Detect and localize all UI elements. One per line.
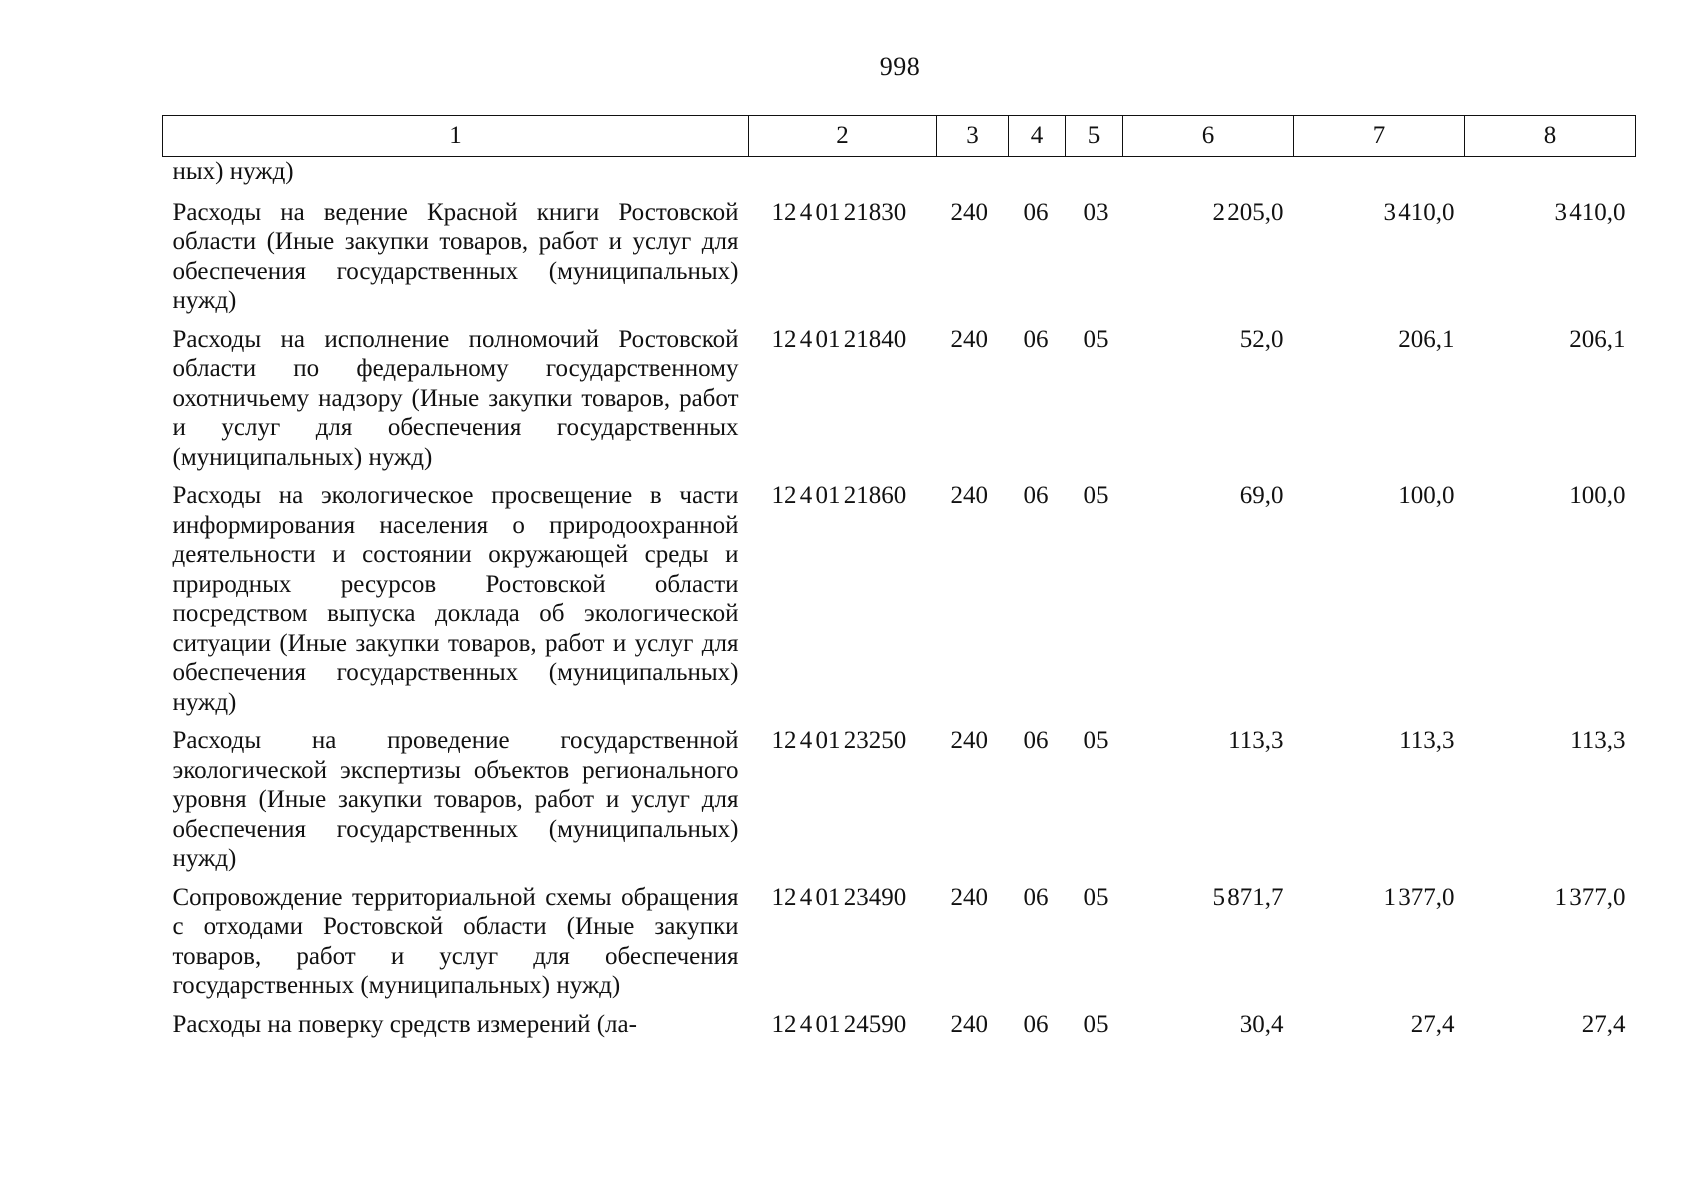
- table-row: [163, 883, 1636, 1010]
- budget-table-container: [162, 115, 1635, 1048]
- row-value-col7: 27,4: [1410, 1010, 1455, 1038]
- row-name: Сопровождение территориальной схемы обращения с отходами Ростовской области (Иные закупки товаров, работ и услуг для обеспечения государственных (муниципальных) нужд): [172, 883, 739, 999]
- row-rz: 06: [1023, 1010, 1049, 1038]
- row-value-col6: 52,0: [1239, 325, 1284, 353]
- row-value-col6: 2 205,0: [1212, 198, 1284, 226]
- row-rz: 06: [1023, 325, 1049, 353]
- row-rz: 06: [1023, 482, 1049, 509]
- header-row: [163, 116, 1636, 157]
- row-code: 12 4 01 23490: [771, 883, 907, 911]
- row-code: 12 4 01 21860: [771, 482, 907, 509]
- table-row: [163, 198, 1636, 325]
- header-col-8: 8: [1465, 116, 1636, 157]
- row-value-col7: 206,1: [1398, 325, 1455, 353]
- row-rz: 06: [1023, 883, 1049, 911]
- table-body: [163, 157, 1636, 1049]
- row-pr: 05: [1083, 325, 1109, 353]
- row-code: 12 4 01 24590: [771, 1010, 907, 1038]
- table-row: [163, 325, 1636, 482]
- table-row: [163, 726, 1636, 883]
- row-value-col6: 113,3: [1228, 727, 1284, 754]
- row-rz: 06: [1023, 727, 1049, 754]
- row-vr: 240: [950, 198, 988, 226]
- row-pr: 05: [1083, 1010, 1109, 1038]
- row-vr: 240: [950, 883, 988, 911]
- row-vr: 240: [950, 482, 988, 509]
- row-value-col8: 27,4: [1581, 1010, 1626, 1038]
- table-row: [163, 481, 1636, 726]
- continuation-row: [163, 157, 1636, 198]
- row-value-col7: 113,3: [1399, 727, 1455, 754]
- header-col-6: 6: [1123, 116, 1294, 157]
- header-col-2: 2: [749, 116, 937, 157]
- header-col-7: 7: [1294, 116, 1465, 157]
- row-pr: 05: [1083, 883, 1109, 911]
- row-code: 12 4 01 21830: [771, 198, 907, 226]
- row-value-col7: 1 377,0: [1383, 883, 1455, 911]
- row-name: Расходы на ведение Красной книги Ростовской области (Иные закупки товаров, работ и услуг для обеспечения государственных (муниципальных) нужд): [172, 198, 739, 314]
- row-value-col8: 206,1: [1569, 325, 1626, 353]
- row-value-col6: 69,0: [1239, 482, 1284, 509]
- table-header: [163, 116, 1636, 157]
- row-name: Расходы на исполнение полномочий Ростовской области по федеральному государственному охотничьему надзору (Иные закупки товаров, работ и услуг для обеспечения государственных (муниципальных) нужд): [172, 325, 739, 471]
- row-value-col8: 3 410,0: [1554, 198, 1626, 226]
- row-vr: 240: [950, 727, 988, 754]
- budget-table: [162, 115, 1636, 1048]
- row-value-col7: 100,0: [1398, 482, 1455, 509]
- row-name: Расходы на экологическое просвещение в части информирования населения о природоохранной деятельности и состоянии окружающей среды и природных ресурсов Ростовской области посредством выпуска доклада об экологической ситуации (Иные закупки товаров, работ и услуг для обеспечения государственных (муниципальных) нужд): [172, 482, 739, 716]
- row-code: 12 4 01 21840: [771, 325, 907, 353]
- table-row: [163, 1010, 1636, 1049]
- row-name: Расходы на поверку средств измерений (ла-: [172, 1010, 637, 1038]
- row-rz: 06: [1023, 198, 1049, 226]
- page-number: 998: [879, 52, 921, 81]
- header-col-3: 3: [937, 116, 1009, 157]
- row-code: 12 4 01 23250: [771, 727, 907, 754]
- row-value-col8: 113,3: [1570, 727, 1626, 754]
- header-col-4: 4: [1009, 116, 1066, 157]
- row-vr: 240: [950, 325, 988, 353]
- row-value-col6: 30,4: [1239, 1010, 1284, 1038]
- row-pr: 03: [1083, 198, 1109, 226]
- row-value-col8: 1 377,0: [1554, 883, 1626, 911]
- continuation-text: ных) нужд): [172, 158, 294, 185]
- row-pr: 05: [1083, 482, 1109, 509]
- row-name: Расходы на проведение государственной экологической экспертизы объектов регионального уровня (Иные закупки товаров, работ и услуг для обеспечения государственных (муниципальных) нужд): [172, 727, 739, 872]
- row-pr: 05: [1083, 727, 1109, 754]
- row-vr: 240: [950, 1010, 988, 1038]
- header-col-1: 1: [163, 116, 749, 157]
- row-value-col8: 100,0: [1569, 482, 1626, 509]
- header-col-5: 5: [1066, 116, 1123, 157]
- row-value-col6: 5 871,7: [1212, 883, 1284, 911]
- row-value-col7: 3 410,0: [1383, 198, 1455, 226]
